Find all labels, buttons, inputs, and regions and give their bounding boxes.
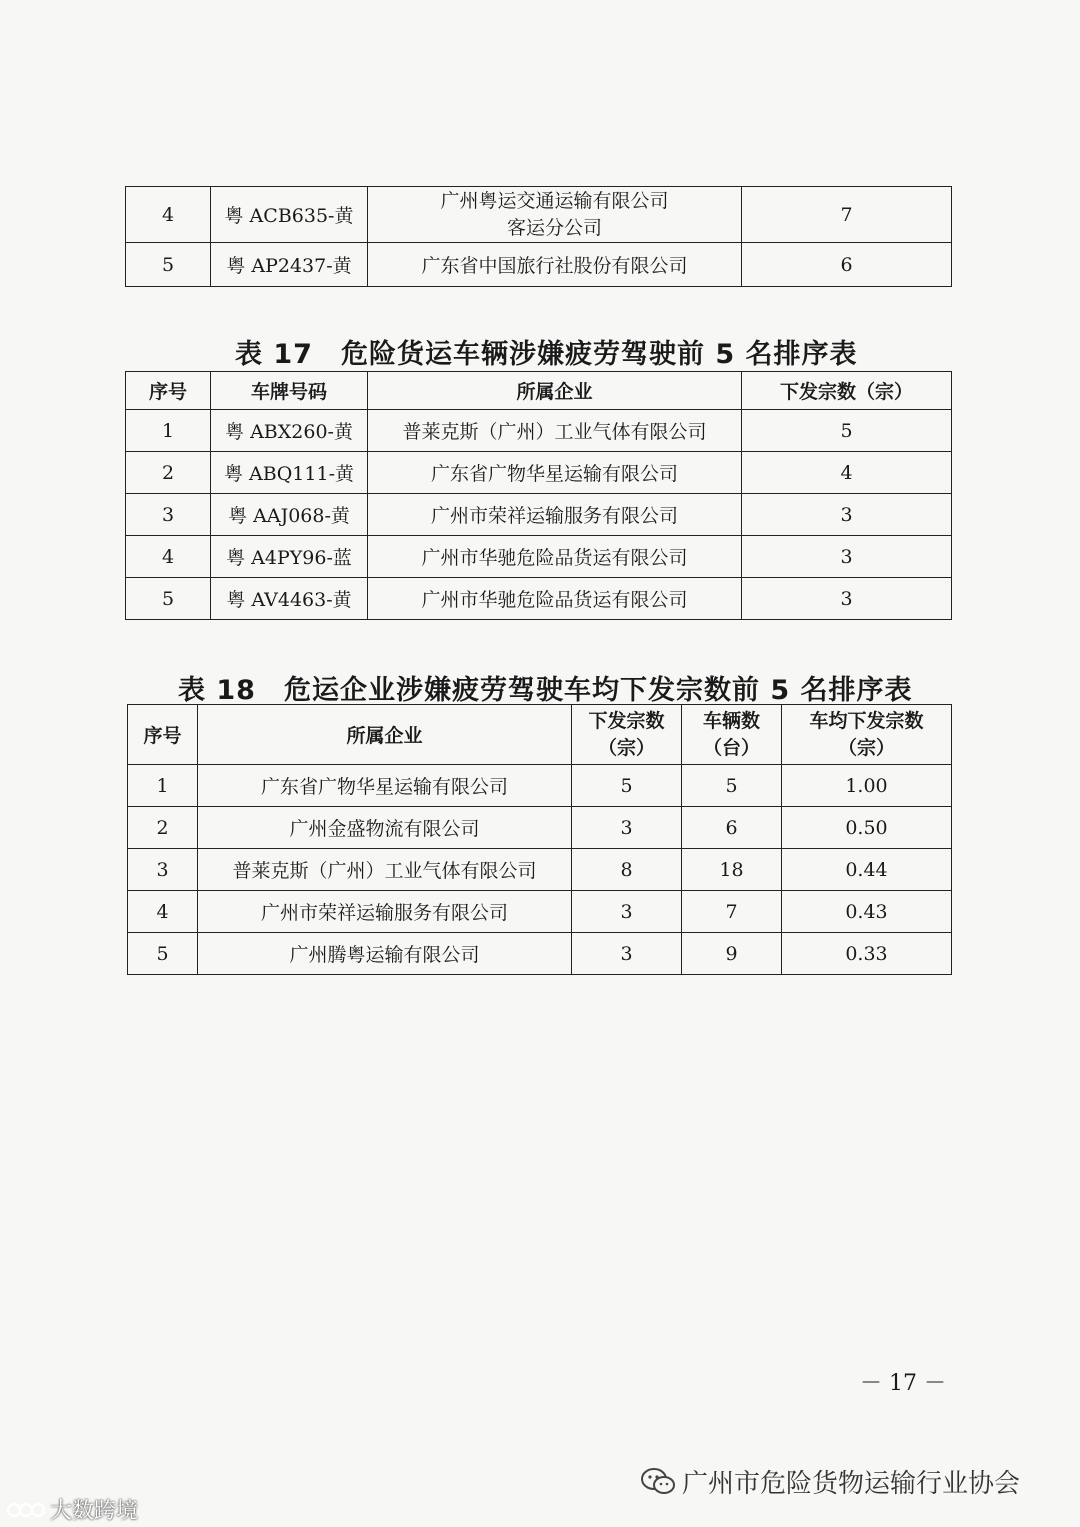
row-number: 5 xyxy=(126,578,211,620)
average-count: 0.33 xyxy=(782,933,952,975)
header-average xyxy=(782,705,952,765)
watermark-logo-icon xyxy=(6,1499,46,1521)
row-number: 4 xyxy=(128,891,198,933)
average-count: 1.00 xyxy=(782,765,952,807)
header-vehicles-line-2: （台） xyxy=(702,736,760,759)
issue-count: 4 xyxy=(742,452,952,494)
row-number: 4 xyxy=(126,187,211,243)
issue-count: 3 xyxy=(572,933,682,975)
vehicle-count: 9 xyxy=(682,933,782,975)
header-count: 下发宗数（宗） xyxy=(742,372,952,410)
plate-number: 粤 A4PY96-蓝 xyxy=(211,536,368,578)
row-number: 1 xyxy=(128,765,198,807)
company-name: 广东省广物华星运输有限公司 xyxy=(368,452,742,494)
header-average-line-2: （宗） xyxy=(837,736,895,759)
footer-account-name: 广州市危险货物运输行业协会 xyxy=(682,1469,1021,1499)
table-row xyxy=(128,765,952,807)
table-row xyxy=(126,536,952,578)
issue-count: 3 xyxy=(572,891,682,933)
table-row xyxy=(126,243,952,287)
header-no: 序号 xyxy=(128,705,198,765)
table-row xyxy=(126,187,952,243)
table-row xyxy=(128,849,952,891)
row-number: 2 xyxy=(126,452,211,494)
table-17 xyxy=(125,371,952,620)
company-name: 广州市华驰危险品货运有限公司 xyxy=(368,536,742,578)
table-header-row xyxy=(126,372,952,410)
table-row xyxy=(126,452,952,494)
header-vehicles xyxy=(682,705,782,765)
row-number: 3 xyxy=(128,849,198,891)
company-name: 普莱克斯（广州）工业气体有限公司 xyxy=(198,849,572,891)
vehicle-count: 7 xyxy=(682,891,782,933)
company-line-2: 客运分公司 xyxy=(506,216,602,239)
issue-count: 7 xyxy=(742,187,952,243)
table-17-caption: 表 17 危险货运车辆涉嫌疲劳驾驶前 5 名排序表 xyxy=(235,339,858,370)
company-name: 广州市荣祥运输服务有限公司 xyxy=(368,494,742,536)
plate-number: 粤 ABX260-黄 xyxy=(211,410,368,452)
company-name: 广东省中国旅行社股份有限公司 xyxy=(368,243,742,287)
header-count xyxy=(572,705,682,765)
table-header-row xyxy=(128,705,952,765)
issue-count: 8 xyxy=(572,849,682,891)
row-number: 5 xyxy=(126,243,211,287)
table-row xyxy=(128,891,952,933)
company-name: 普莱克斯（广州）工业气体有限公司 xyxy=(368,410,742,452)
header-company: 所属企业 xyxy=(368,372,742,410)
company-name: 广州金盛物流有限公司 xyxy=(198,807,572,849)
company-name: 广东省广物华星运输有限公司 xyxy=(198,765,572,807)
watermark xyxy=(6,1494,138,1525)
watermark-text: 大数跨境 xyxy=(50,1499,139,1524)
plate-number: 粤 AV4463-黄 xyxy=(211,578,368,620)
table-row xyxy=(128,807,952,849)
average-count: 0.50 xyxy=(782,807,952,849)
table-row xyxy=(128,933,952,975)
vehicle-count: 6 xyxy=(682,807,782,849)
company-name: 广州市荣祥运输服务有限公司 xyxy=(198,891,572,933)
row-number: 5 xyxy=(128,933,198,975)
header-company: 所属企业 xyxy=(198,705,572,765)
plate-number: 粤 AP2437-黄 xyxy=(211,243,368,287)
table-row xyxy=(126,494,952,536)
issue-count: 3 xyxy=(742,536,952,578)
issue-count: 3 xyxy=(742,494,952,536)
page-number: － 17 － xyxy=(860,1371,946,1396)
wechat-icon xyxy=(640,1467,676,1497)
issue-count: 3 xyxy=(572,807,682,849)
row-number: 3 xyxy=(126,494,211,536)
table-18-caption: 表 18 危运企业涉嫌疲劳驾驶车均下发宗数前 5 名排序表 xyxy=(178,675,913,706)
vehicle-count: 18 xyxy=(682,849,782,891)
row-number: 4 xyxy=(126,536,211,578)
header-count-line-2: （宗） xyxy=(597,736,655,759)
table-row xyxy=(126,410,952,452)
average-count: 0.44 xyxy=(782,849,952,891)
header-vehicles-line-1: 车辆数 xyxy=(702,709,760,732)
average-count: 0.43 xyxy=(782,891,952,933)
issue-count: 5 xyxy=(572,765,682,807)
company-line-1: 广州粤运交通运输有限公司 xyxy=(440,189,669,212)
header-no: 序号 xyxy=(126,372,211,410)
company-name: 广州市华驰危险品货运有限公司 xyxy=(368,578,742,620)
table-row xyxy=(126,578,952,620)
plate-number: 粤 ACB635-黄 xyxy=(211,187,368,243)
vehicle-count: 5 xyxy=(682,765,782,807)
table-18 xyxy=(127,704,952,975)
header-average-line-1: 车均下发宗数 xyxy=(809,709,924,732)
plate-number: 粤 ABQ111-黄 xyxy=(211,452,368,494)
issue-count: 6 xyxy=(742,243,952,287)
company-name xyxy=(368,187,742,243)
header-count-line-1: 下发宗数 xyxy=(588,709,665,732)
issue-count: 3 xyxy=(742,578,952,620)
table-16-continued xyxy=(125,186,952,287)
issue-count: 5 xyxy=(742,410,952,452)
row-number: 2 xyxy=(128,807,198,849)
row-number: 1 xyxy=(126,410,211,452)
header-plate: 车牌号码 xyxy=(211,372,368,410)
footer-account xyxy=(640,1463,1020,1500)
company-name: 广州腾粤运输有限公司 xyxy=(198,933,572,975)
plate-number: 粤 AAJ068-黄 xyxy=(211,494,368,536)
